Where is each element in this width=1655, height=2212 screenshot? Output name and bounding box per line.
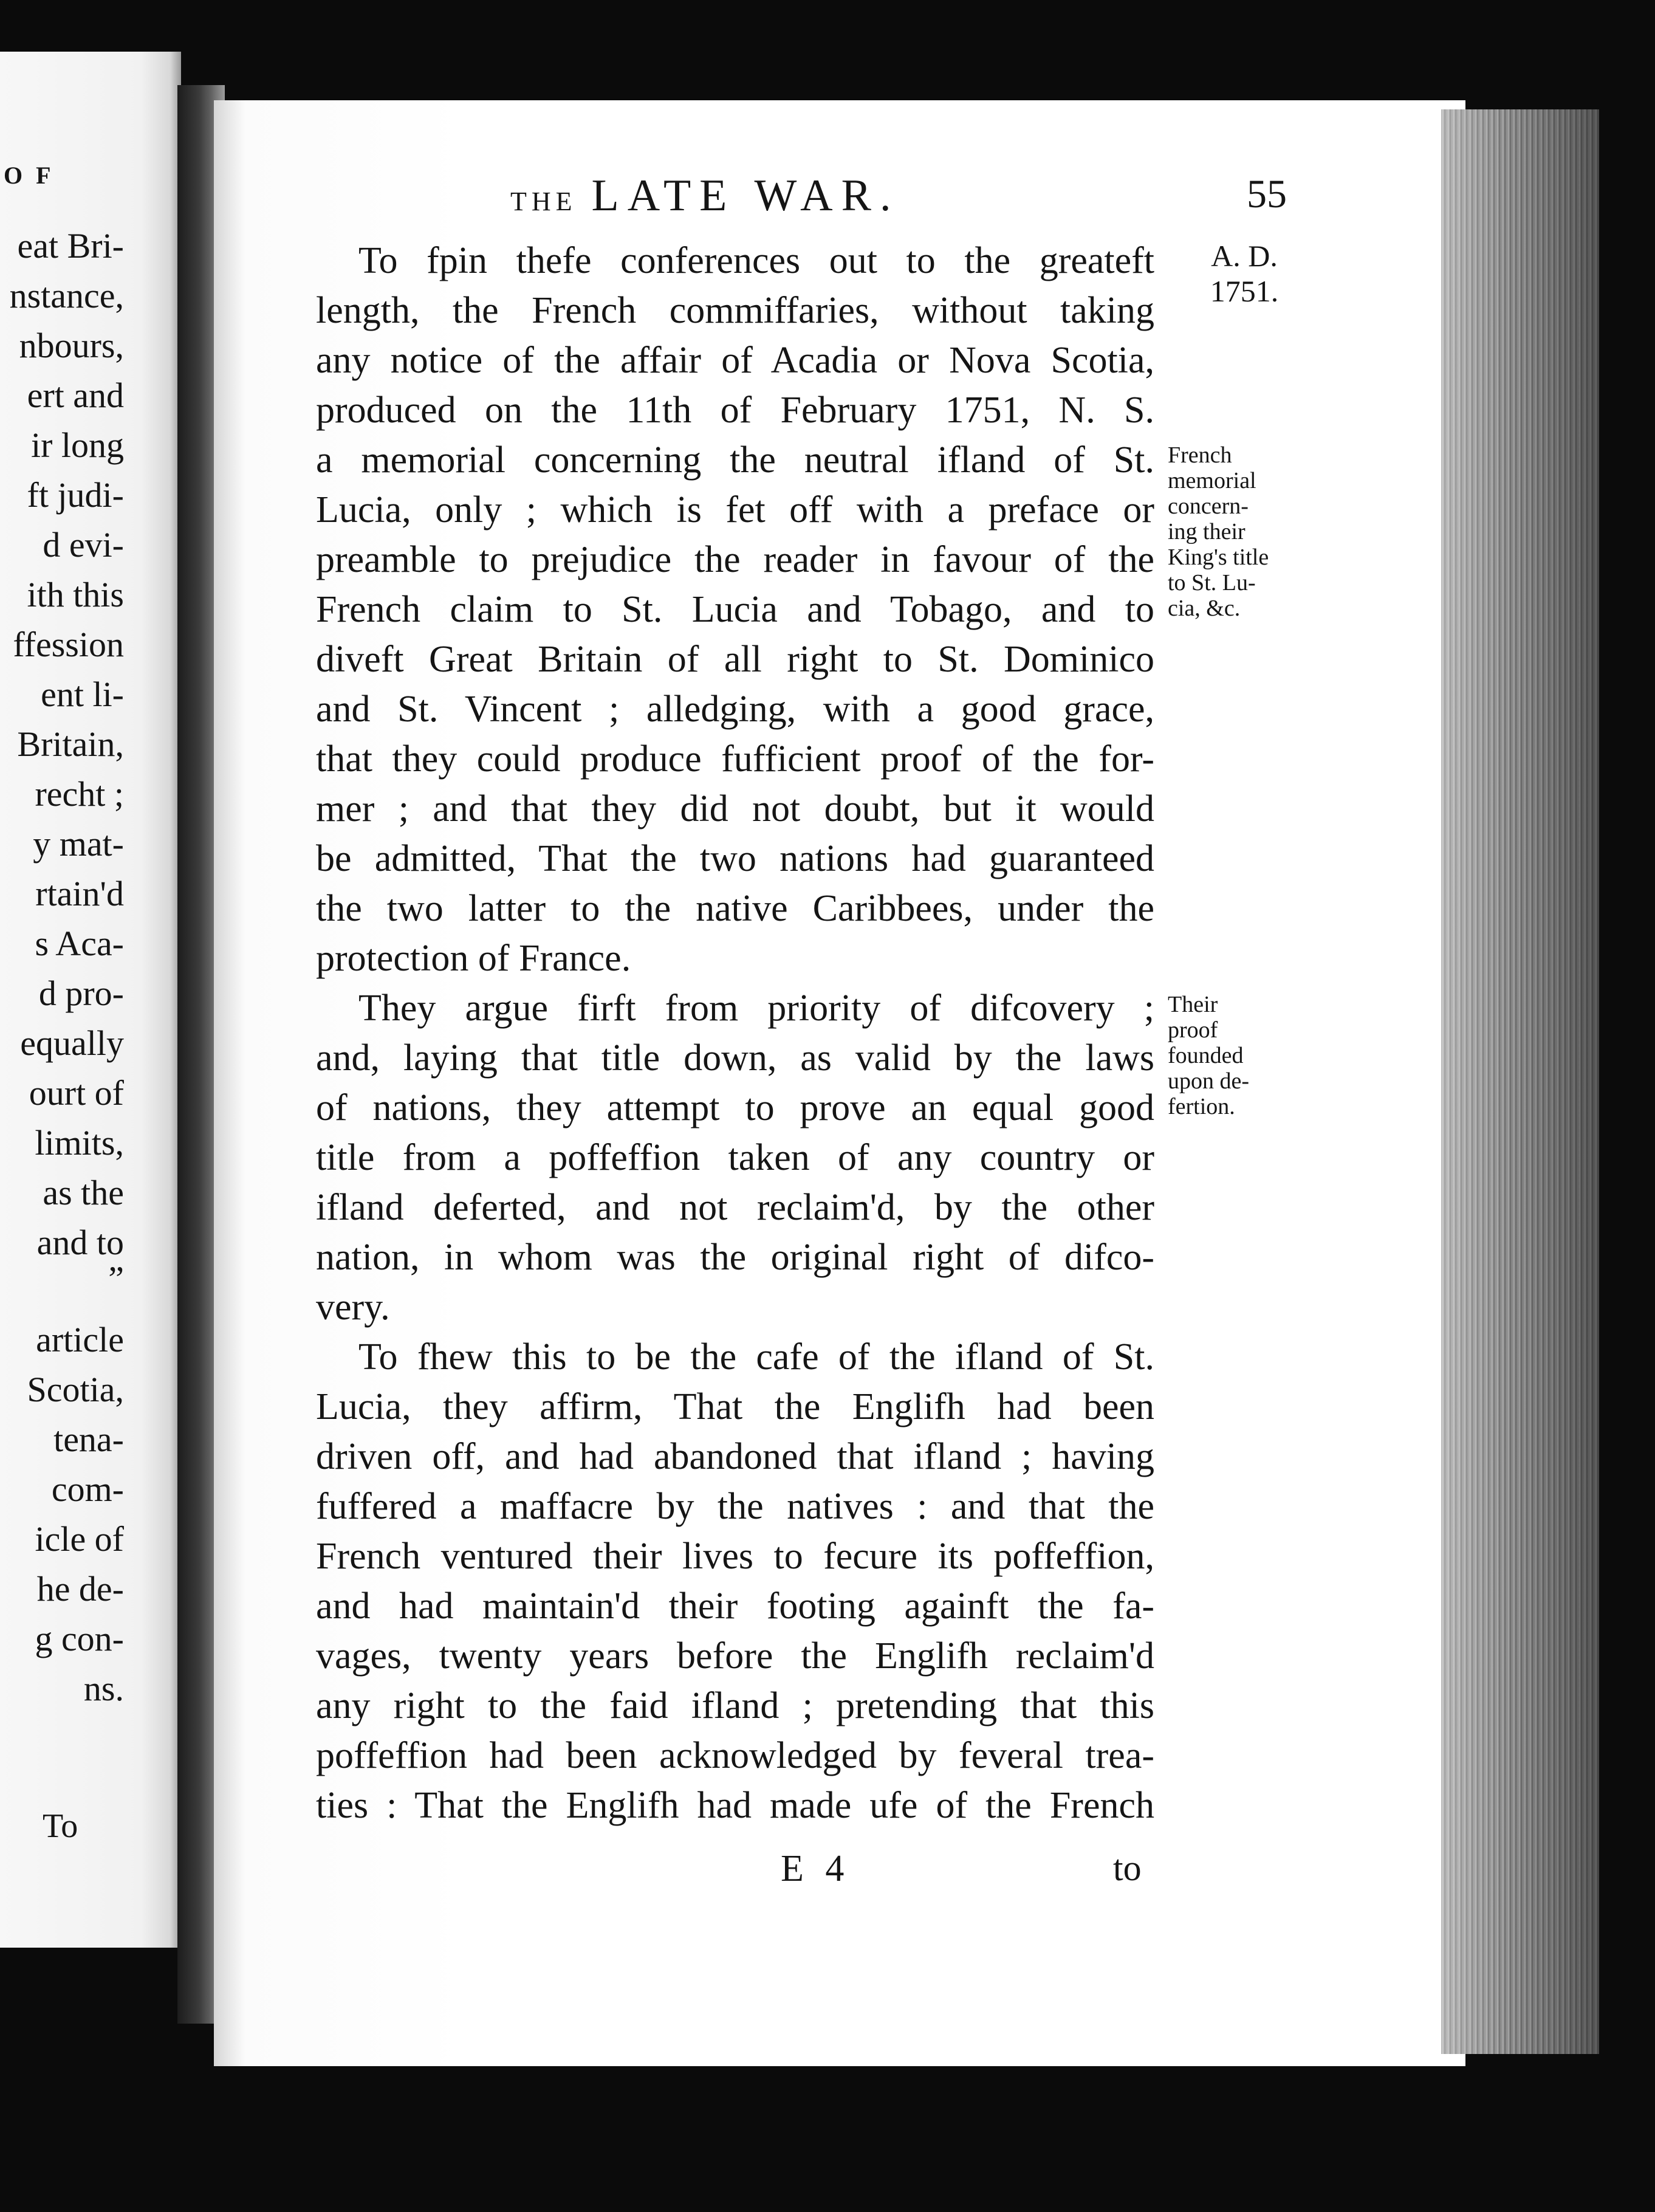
text-line: mer ; and that they did not doubt, but it would: [316, 788, 1154, 829]
text-line: To fhew this to be the cafe of the ifland of St.: [358, 1336, 1154, 1378]
text-line: the two latter to the native Caribbees, under the: [316, 888, 1154, 929]
left-line: as the: [43, 1173, 124, 1212]
left-line: ns.: [83, 1669, 124, 1708]
running-head-the: THE: [510, 187, 577, 216]
left-line: ft judi-: [27, 475, 124, 515]
text-line: any notice of the affair of Acadia or Nova Scotia,: [316, 340, 1154, 381]
text-line: ties : That the Englifh had made ufe of the French: [316, 1785, 1154, 1826]
left-line: limits,: [35, 1123, 124, 1163]
text-line: very.: [316, 1286, 390, 1328]
body-text: [316, 236, 1154, 1830]
left-line: d evi-: [43, 525, 124, 565]
margin-note-year: [1196, 238, 1293, 309]
margin-note-line: founded: [1168, 1043, 1244, 1068]
text-line: Lucia, only ; which is fet off with a preface or: [316, 489, 1154, 531]
margin-note-line: concern-: [1168, 493, 1249, 519]
margin-note-line: A. D.: [1211, 239, 1278, 273]
left-page-text-fragments: [0, 52, 177, 1948]
text-line: any right to the faid ifland ; pretending that this: [316, 1685, 1154, 1726]
left-line: ert and: [27, 376, 124, 415]
margin-note-line: cia, &c.: [1168, 596, 1241, 621]
left-line: ith this: [27, 575, 124, 614]
left-page: [0, 52, 181, 1948]
text-line: ifland deferted, and not reclaim'd, by the other: [316, 1187, 1154, 1228]
running-head: [510, 170, 1057, 222]
text-line: French ventured their lives to fecure its poffeffion,: [316, 1536, 1154, 1577]
margin-note-their-proof: [1168, 992, 1314, 1119]
left-line: he de-: [36, 1569, 124, 1609]
text-line: protection of France.: [316, 938, 631, 979]
margin-note-line: proof: [1168, 1017, 1218, 1043]
left-line: recht ;: [35, 774, 124, 814]
left-line: ir long: [30, 425, 124, 465]
left-line: ent li-: [41, 675, 124, 714]
margin-note-line: Their: [1168, 992, 1218, 1017]
left-line: ourt of: [29, 1073, 124, 1113]
page-edges: [1441, 109, 1599, 2054]
signature-mark: E 4: [781, 1848, 851, 1889]
running-head-title: LATE WAR.: [591, 171, 900, 221]
margin-note-line: upon de-: [1168, 1068, 1250, 1094]
text-line: that they could produce fufficient proof of the for-: [316, 738, 1154, 780]
left-line: nbours,: [19, 326, 124, 365]
left-running-head-fragment: O F: [4, 162, 55, 189]
left-line: s Aca-: [35, 924, 124, 963]
left-line: eat Bri-: [17, 226, 124, 266]
margin-note-line: to St. Lu-: [1168, 570, 1256, 596]
text-line: diveft Great Britain of all right to St. Dominico: [316, 639, 1154, 680]
margin-note-line: French: [1168, 442, 1232, 468]
margin-note-line: ing their: [1168, 519, 1246, 544]
left-line: com-: [51, 1469, 124, 1509]
text-line: French claim to St. Lucia and Tobago, and to: [316, 589, 1154, 630]
text-line: Lucia, they affirm, That the Englifh had been: [316, 1386, 1154, 1427]
left-line: icle of: [35, 1519, 124, 1559]
left-catchword: To: [43, 1807, 78, 1845]
left-line: y mat-: [33, 824, 124, 864]
text-line: title from a poffeffion taken of any country or: [316, 1137, 1154, 1178]
text-line: preamble to prejudice the reader in favour of the: [316, 539, 1154, 580]
page-number: 55: [1247, 172, 1287, 216]
left-line: ffession: [13, 625, 124, 664]
left-line: tena-: [53, 1420, 124, 1459]
left-line: rtain'd: [35, 874, 124, 913]
text-line: produced on the 11th of February 1751, N. S.: [316, 390, 1154, 431]
left-line: nstance,: [9, 276, 124, 315]
text-line: and St. Vincent ; alledging, with a good grace,: [316, 689, 1154, 730]
margin-note-line: King's title: [1168, 544, 1269, 570]
margin-note-french-memorial: [1168, 442, 1314, 621]
text-line: and, laying that title down, as valid by the laws: [316, 1037, 1154, 1079]
left-line: and to: [36, 1223, 124, 1262]
catchword: to: [1113, 1848, 1142, 1888]
left-line: Scotia,: [27, 1370, 124, 1409]
text-line: nation, in whom was the original right of difco-: [316, 1237, 1154, 1278]
text-line: poffeffion had been acknowledged by feveral trea-: [316, 1735, 1154, 1776]
text-line: driven off, and had abandoned that ifland ; having: [316, 1436, 1154, 1477]
left-line: g con-: [35, 1619, 124, 1658]
left-line: ”: [108, 1259, 124, 1299]
text-line: vages, twenty years before the Englifh reclaim'd: [316, 1635, 1154, 1677]
margin-note-line: memorial: [1168, 468, 1256, 493]
text-line: They argue firft from priority of difcovery ;: [358, 987, 1154, 1029]
text-line: fuffered a maffacre by the natives : and that the: [316, 1486, 1154, 1527]
margin-note-line: fertion.: [1168, 1094, 1235, 1119]
left-line: d pro-: [38, 974, 124, 1013]
text-line: length, the French commiffaries, without taking: [316, 290, 1154, 331]
left-line: Britain,: [17, 724, 124, 764]
text-line: To fpin thefe conferences out to the greateft: [358, 240, 1154, 281]
text-line: be admitted, That the two nations had guaranteed: [316, 838, 1154, 879]
text-line: of nations, they attempt to prove an equal good: [316, 1087, 1154, 1128]
margin-note-line: 1751.: [1210, 274, 1279, 308]
left-line: equally: [20, 1023, 124, 1063]
text-line: and had maintain'd their footing againft the fa-: [316, 1585, 1154, 1627]
text-line: a memorial concerning the neutral ifland of St.: [316, 439, 1154, 481]
left-line: article: [36, 1320, 124, 1359]
